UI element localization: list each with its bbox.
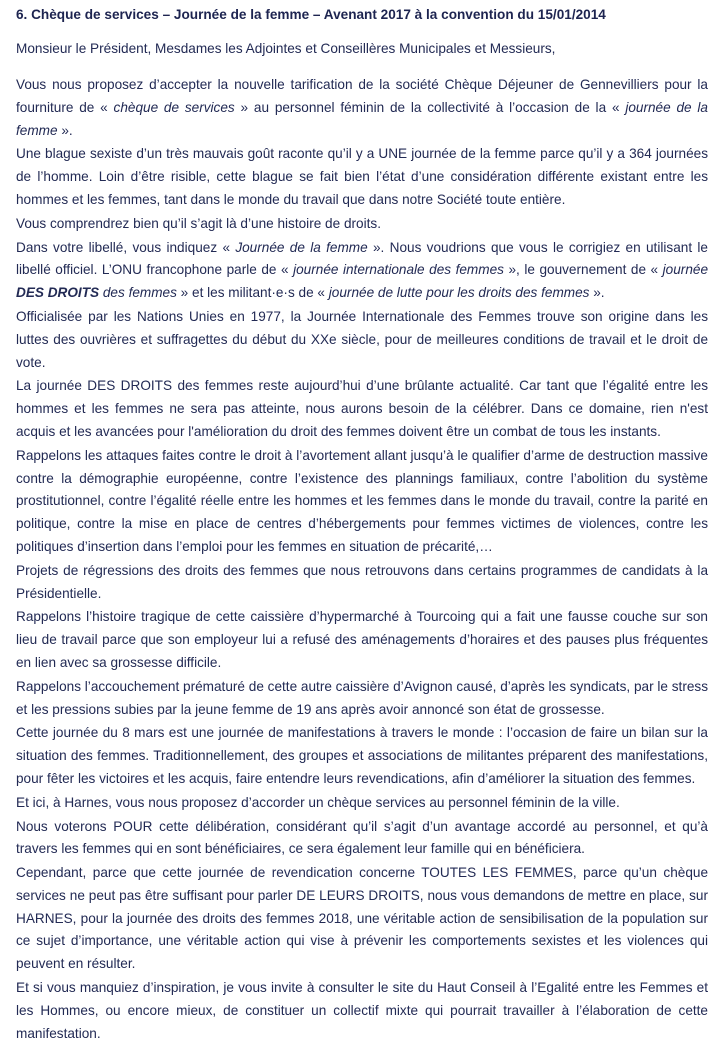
paragraph-proposal [16,74,708,142]
paragraph: Vous comprendrez bien qu’il s’agit là d’une histoire de droits. [16,215,381,231]
paragraph: Et ici, à Harnes, vous nous proposez d’accorder un chèque services au personnel féminin de la ville. [16,794,620,810]
paragraph: Rappelons les attaques faites contre le droit à l’avortement allant jusqu’à le qualifier d’arme de destruction massive contre la démographie européenne, contre l’existence des plannings familiaux, contre l’abolition du système prostitutionnel, contre l’égalité réelle entre les hommes et les femmes dans le monde du travail, contre la parité en politique, contre la mise en place de centres d’hébergements pour femmes victimes de violences, contre les politiques d’insertion dans l’emploi pour les femmes en situation de précarité,… [16,447,708,554]
bold-italic-text: DES DROITS [16,285,100,301]
italic-text: journée de la femme [16,99,708,138]
paragraph: Et si vous manquiez d’inspiration, je vous invite à consulter le site du Haut Conseil à l’Egalité entre les Femmes et les Hommes, ou encore mieux, de constituer un collectif mixte qui pourrait travailler à l’élaboration de cette manifestation. [16,980,708,1041]
paragraph: Rappelons l’accouchement prématuré de cette autre caissière d’Avignon causé, d’après les syndicats, par le stress et les pressions subies par la jeune femme de 19 ans après avoir annoncé son état de grossesse. [16,678,708,717]
italic-text: journée [662,262,709,278]
italic-text: journée de lutte pour les droits des femmes [328,285,590,301]
text: Vous nous proposez d’accepter la nouvelle tarification de la société Chèque Déjeuner de Gennevilliers pour la fourniture de « [16,77,708,115]
text: ». Nous voudrions que vous le corrigiez en utilisant le libellé officiel. L’ONU francophone parle de « [16,239,708,278]
paragraph-label [16,237,708,305]
paragraph: Nous voterons POUR cette délibération, considérant qu’il s’agit d’un avantage accordé au personnel, et qu’à travers les femmes qui en sont bénéficiaires, ce sera également leur famille qui en bénéficiera. [16,818,708,857]
italic-text: Journée de la femme [235,239,368,255]
text: ». [57,122,73,138]
salutation: Monsieur le Président, Mesdames les Adjointes et Conseillères Municipales et Messieurs, [16,41,556,56]
paragraph: Cette journée du 8 mars est une journée de manifestations à travers le monde : l’occasion de faire un bilan sur la situation des femmes. Traditionnellement, des groupes et associations de militantes préparent des manifestations, pour fêter les victoires et les acquis, faire entendre leurs revendications, afin d’améliorer la situation des femmes. [16,725,708,786]
text: ». [589,285,605,301]
italic-text: des femmes [99,285,177,301]
italic-text: journée internationale des femmes [293,262,504,278]
paragraph: Une blague sexiste d’un très mauvais goût raconte qu’il y a UNE journée de la femme parce qu’il y a 364 journées de l’homme. Loin d’être risible, cette blague se fait bien l’état d’une considération différente existant entre les hommes et les femmes, tant dans le monde du travail que dans notre Société toute entière. [16,146,708,207]
paragraph: Projets de régressions des droits des femmes que nous retrouvons dans certains programmes de candidats à la Présidentielle. [16,562,708,601]
paragraph: Cependant, parce que cette journée de revendication concerne TOUTES LES FEMMES, parce qu’un chèque services ne peut pas être suffisant pour parler DE LEURS DROITS, nous vous demandons de mettre en place, sur HARNES, pour la journée des droits des femmes 2018, une véritable action de sensibilisation de la population sur ce sujet d’importance, une véritable action qui vise à prévenir les comportements sexistes et les violences qui peuvent en résulter. [16,865,708,972]
text: », le gouvernement de « [503,262,663,278]
paragraph: Officialisée par les Nations Unies en 1977, la Journée Internationale des Femmes trouve son origine dans les luttes des ouvrières et suffragettes du début du XXe siècle, pour de meilleures conditions de travail et le droit de vote. [16,308,708,370]
text: » au personnel féminin de la collectivité à l’occasion de la « [234,99,626,115]
italic-text: chèque de services [113,99,235,115]
paragraph: Rappelons l’histoire tragique de cette caissière d’hypermarché à Tourcoing qui a fait une fausse couche sur son lieu de travail parce que son employeur lui a refusé des aménagements d’horaires et des pauses plus fréquentes en lien avec sa grossesse difficile. [16,609,708,670]
section-title: 6. Chèque de services – Journée de la femme – Avenant 2017 à la convention du 15/01/2014 [16,7,606,22]
paragraph: La journée DES DROITS des femmes reste aujourd’hui d’une brûlante actualité. Car tant que l’égalité entre les hommes et les femmes ne sera pas atteinte, nous aurons besoin de la célébrer. Dans ce domaine, rien n'est acquis et les avancées pour l'amélioration du droit des femmes doivent être un combat de tous les instants. [16,378,708,439]
text: Dans votre libellé, vous indiquez « [16,239,236,255]
text: » et les militant·e·s de « [176,285,329,301]
